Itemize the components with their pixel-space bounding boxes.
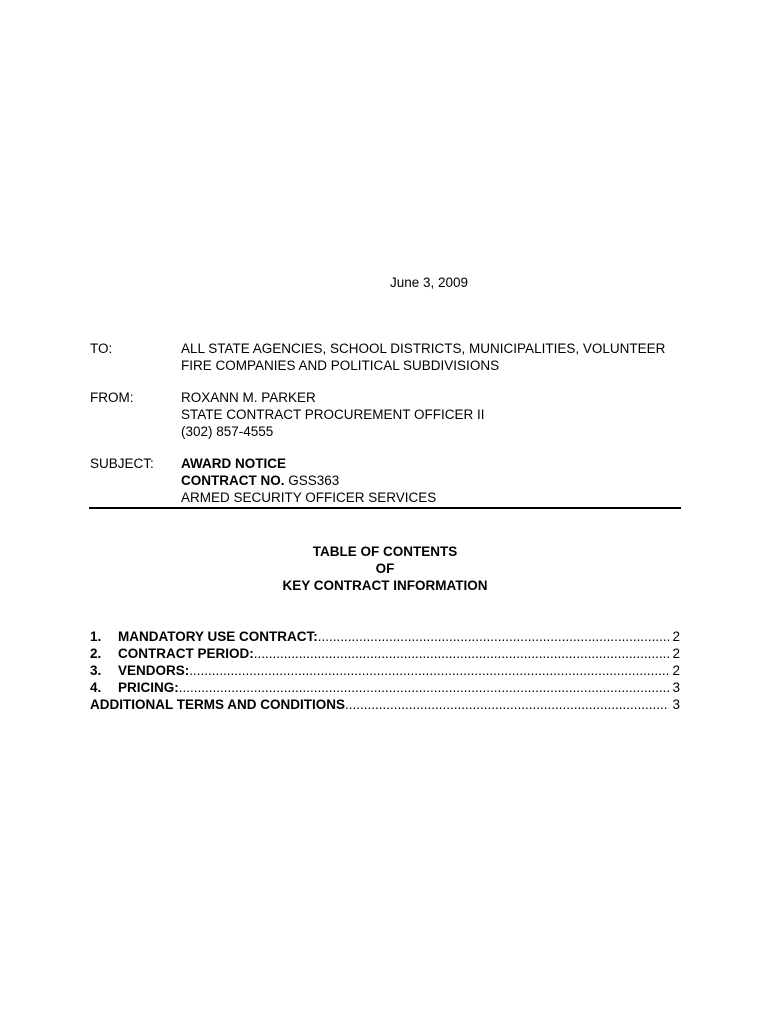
toc-entry-title: PRICING: xyxy=(118,680,179,695)
toc-entry[interactable] xyxy=(90,662,680,679)
toc-entry-number: 2. xyxy=(90,646,102,661)
to-recipients xyxy=(181,340,681,374)
toc-entry[interactable] xyxy=(90,696,680,713)
toc-leader-dots xyxy=(318,628,670,645)
toc-entry-title: CONTRACT PERIOD: xyxy=(118,646,254,661)
toc-entry[interactable] xyxy=(90,679,680,696)
subject-block xyxy=(181,455,681,506)
sender-title: STATE CONTRACT PROCUREMENT OFFICER II xyxy=(181,407,485,422)
subject-contract-line xyxy=(181,472,681,489)
sender-phone: (302) 857-4555 xyxy=(181,424,274,439)
to-label: TO: xyxy=(90,341,113,356)
toc-heading xyxy=(89,543,681,594)
toc-entry-title: ADDITIONAL TERMS AND CONDITIONS xyxy=(90,697,345,712)
subject-description: ARMED SECURITY OFFICER SERVICES xyxy=(181,490,437,505)
toc-entry-title: VENDORS: xyxy=(118,663,190,678)
toc-leader-dots xyxy=(179,679,670,696)
toc-leader-dots xyxy=(254,645,670,662)
subject-title: AWARD NOTICE xyxy=(181,456,287,471)
toc-entry[interactable] xyxy=(90,628,680,645)
toc-entry[interactable] xyxy=(90,645,680,662)
contract-number-label: CONTRACT NO. xyxy=(181,473,285,488)
toc-entry-number: 3. xyxy=(90,663,102,678)
memo-date: June 3, 2009 xyxy=(390,275,469,290)
sender-name: ROXANN M. PARKER xyxy=(181,390,316,405)
header-divider xyxy=(89,507,681,509)
toc-heading-line: TABLE OF CONTENTS xyxy=(312,544,458,559)
toc-heading-line: OF xyxy=(375,561,395,576)
table-of-contents xyxy=(90,628,680,713)
toc-entry-page: 3 xyxy=(672,680,680,695)
toc-entry-page: 2 xyxy=(672,663,680,678)
toc-leader-dots xyxy=(345,696,669,713)
from-label: FROM: xyxy=(90,390,134,405)
to-line: FIRE COMPANIES AND POLITICAL SUBDIVISIONS xyxy=(181,358,500,373)
contract-number: GSS363 xyxy=(288,473,340,488)
toc-entry-number: 4. xyxy=(90,680,102,695)
to-line: ALL STATE AGENCIES, SCHOOL DISTRICTS, MUNICIPALITIES, VOLUNTEER xyxy=(181,341,666,356)
toc-leader-dots xyxy=(189,662,669,679)
subject-label: SUBJECT: xyxy=(90,456,154,471)
toc-heading-line: KEY CONTRACT INFORMATION xyxy=(282,578,488,593)
toc-entry-number: 1. xyxy=(90,629,102,644)
from-sender xyxy=(181,389,681,440)
toc-entry-page: 2 xyxy=(672,629,680,644)
toc-entry-page: 3 xyxy=(672,697,680,712)
toc-entry-page: 2 xyxy=(672,646,680,661)
toc-entry-title: MANDATORY USE CONTRACT: xyxy=(118,629,318,644)
